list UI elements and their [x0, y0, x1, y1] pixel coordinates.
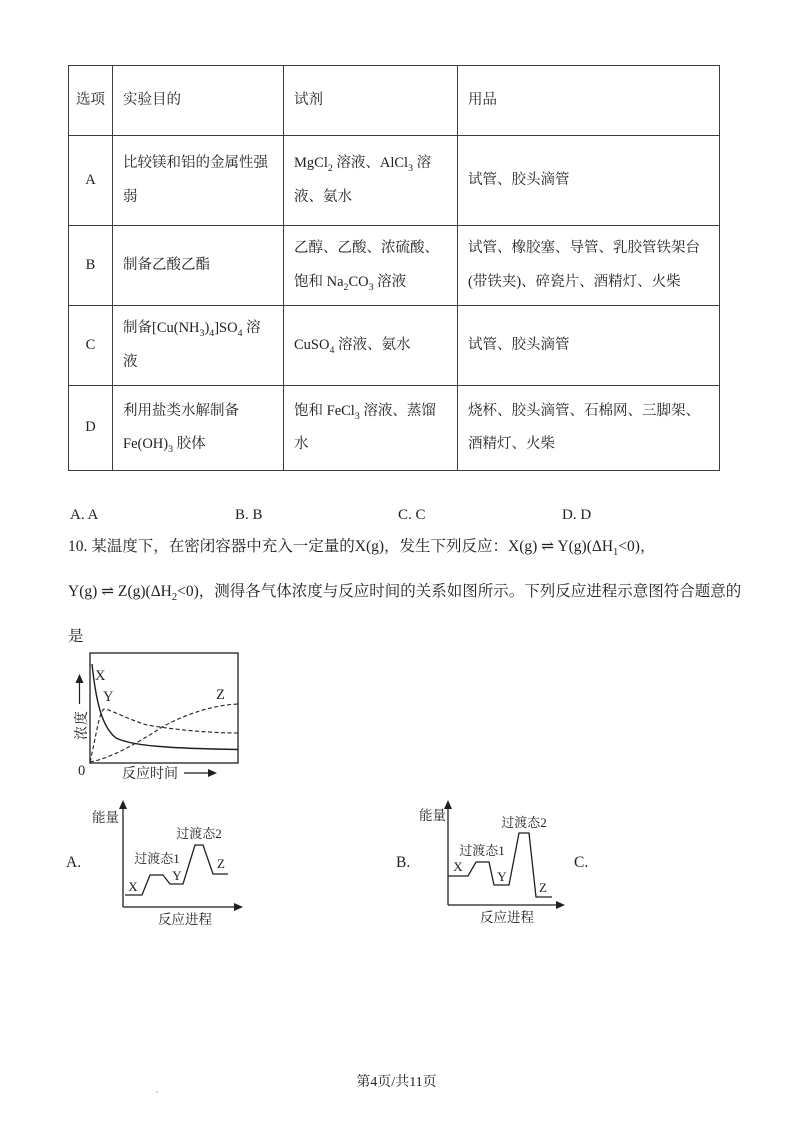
- y-axis-arrowhead-icon: [76, 674, 84, 683]
- cell-reagents-a: MgCl$_2$ 溶液、AlCl$_3$ 溶液、氨水: [284, 136, 458, 226]
- cell-purpose-b: 制备乙酸乙酯: [113, 226, 284, 306]
- cell-reagents-c: CuSO$_4$ 溶液、氨水: [284, 306, 458, 386]
- cell-purpose-d: 利用盐类水解制备 $Fe(OH)_3$ 胶体: [113, 386, 284, 471]
- cell-option-c: C: [69, 306, 113, 386]
- concentration-time-graph: [72, 652, 242, 782]
- cell-option-b: B: [69, 226, 113, 306]
- energy-option-label-c: C.: [574, 854, 589, 871]
- energy-a-ts2-label: 过渡态2: [176, 826, 222, 841]
- scan-artifact-dot: [156, 1091, 158, 1093]
- question-10: [68, 524, 742, 659]
- experiment-table: [68, 65, 720, 471]
- energy-a-y-label: 能量: [92, 810, 119, 825]
- curve-label-y: Y: [103, 689, 114, 705]
- energy-a-state-x: X: [128, 879, 138, 894]
- cell-supplies-b: 试管、橡胶塞、导管、乳胶管铁架台(带铁夹)、碎瓷片、酒精灯、火柴: [458, 226, 720, 306]
- table-row-b: [69, 226, 720, 306]
- cell-reagents-d: 饱和 FeCl$_3$ 溶液、蒸馏水: [284, 386, 458, 471]
- cell-option-a: A: [69, 136, 113, 226]
- energy-b-ts2-label: 过渡态2: [501, 815, 547, 830]
- table-row-a: [69, 136, 720, 226]
- curve-label-z: Z: [216, 687, 225, 703]
- header-reagents: 试剂: [284, 66, 458, 136]
- origin-label: 0: [78, 763, 86, 779]
- cell-supplies-d: 烧杯、胶头滴管、石棉网、三脚架、酒精灯、火柴: [458, 386, 720, 471]
- table-row-d: [69, 386, 720, 471]
- cell-purpose-c: 制备$[Cu(NH_3)_4]SO_4$ 溶液: [113, 306, 284, 386]
- answer-choice-c: C. C: [398, 507, 426, 523]
- answer-choice-b: B. B: [235, 507, 263, 523]
- answer-choice-a: A. A: [70, 507, 99, 523]
- energy-option-label-a: A.: [66, 854, 82, 871]
- energy-a-x-arrowhead-icon: [234, 903, 243, 911]
- energy-b-x-arrowhead-icon: [556, 901, 565, 909]
- energy-a-state-z: Z: [217, 856, 225, 871]
- energy-a-y-arrowhead-icon: [119, 800, 127, 809]
- question-text-line-2: Y(g) ⇌ $Z(g)(\Delta H_2<0)$，测得各气体浓度与反应时间的关系如图所示。下列反应进程示意图符合题意的: [68, 583, 742, 604]
- header-purpose: 实验目的: [113, 66, 284, 136]
- cell-supplies-c: 试管、胶头滴管: [458, 306, 720, 386]
- footer-page-number: 第4页/共11页: [356, 1075, 437, 1090]
- energy-b-ts1-label: 过渡态1: [459, 843, 505, 858]
- energy-b-x-label: 反应进程: [480, 910, 534, 925]
- energy-a-x-label: 反应进程: [158, 912, 212, 927]
- energy-option-label-b: B.: [396, 854, 411, 871]
- cell-reagents-b: 乙醇、乙酸、浓硫酸、饱和 $Na_2CO_3$ 溶液: [284, 226, 458, 306]
- cell-option-d: D: [69, 386, 113, 471]
- energy-a-state-y: Y: [172, 868, 182, 883]
- curve-z-dashed: [90, 704, 238, 762]
- energy-diagram-a: [85, 798, 255, 933]
- cell-purpose-a: 比较镁和铝的金属性强弱: [113, 136, 284, 226]
- header-option: 选项: [69, 66, 113, 136]
- energy-b-state-y: Y: [497, 869, 507, 884]
- curve-y-dashed: [90, 709, 238, 762]
- answer-choice-d: D. D: [562, 507, 592, 523]
- energy-b-state-x: X: [453, 859, 463, 874]
- energy-b-state-z: Z: [539, 880, 547, 895]
- x-axis-arrowhead-icon: [208, 769, 217, 777]
- question-text-line-3: 是: [68, 628, 84, 645]
- energy-diagram-b: [410, 798, 585, 933]
- question-text-line-1: 10. 某温度下，在密闭容器中充入一定量的X(g)，发生下列反应：X(g) ⇌ $Y(g)(\Delta H_1<0)$，: [68, 538, 656, 559]
- table-header-row: [69, 66, 720, 136]
- header-supplies: 用品: [458, 66, 720, 136]
- energy-b-y-label: 能量: [419, 808, 446, 823]
- curve-label-x: X: [95, 668, 106, 684]
- table-row-c: [69, 306, 720, 386]
- energy-a-ts1-label: 过渡态1: [134, 851, 180, 866]
- conc-x-axis-label: 反应时间: [122, 767, 178, 782]
- cell-supplies-a: 试管、胶头滴管: [458, 136, 720, 226]
- conc-y-axis-label: 浓度: [75, 710, 90, 740]
